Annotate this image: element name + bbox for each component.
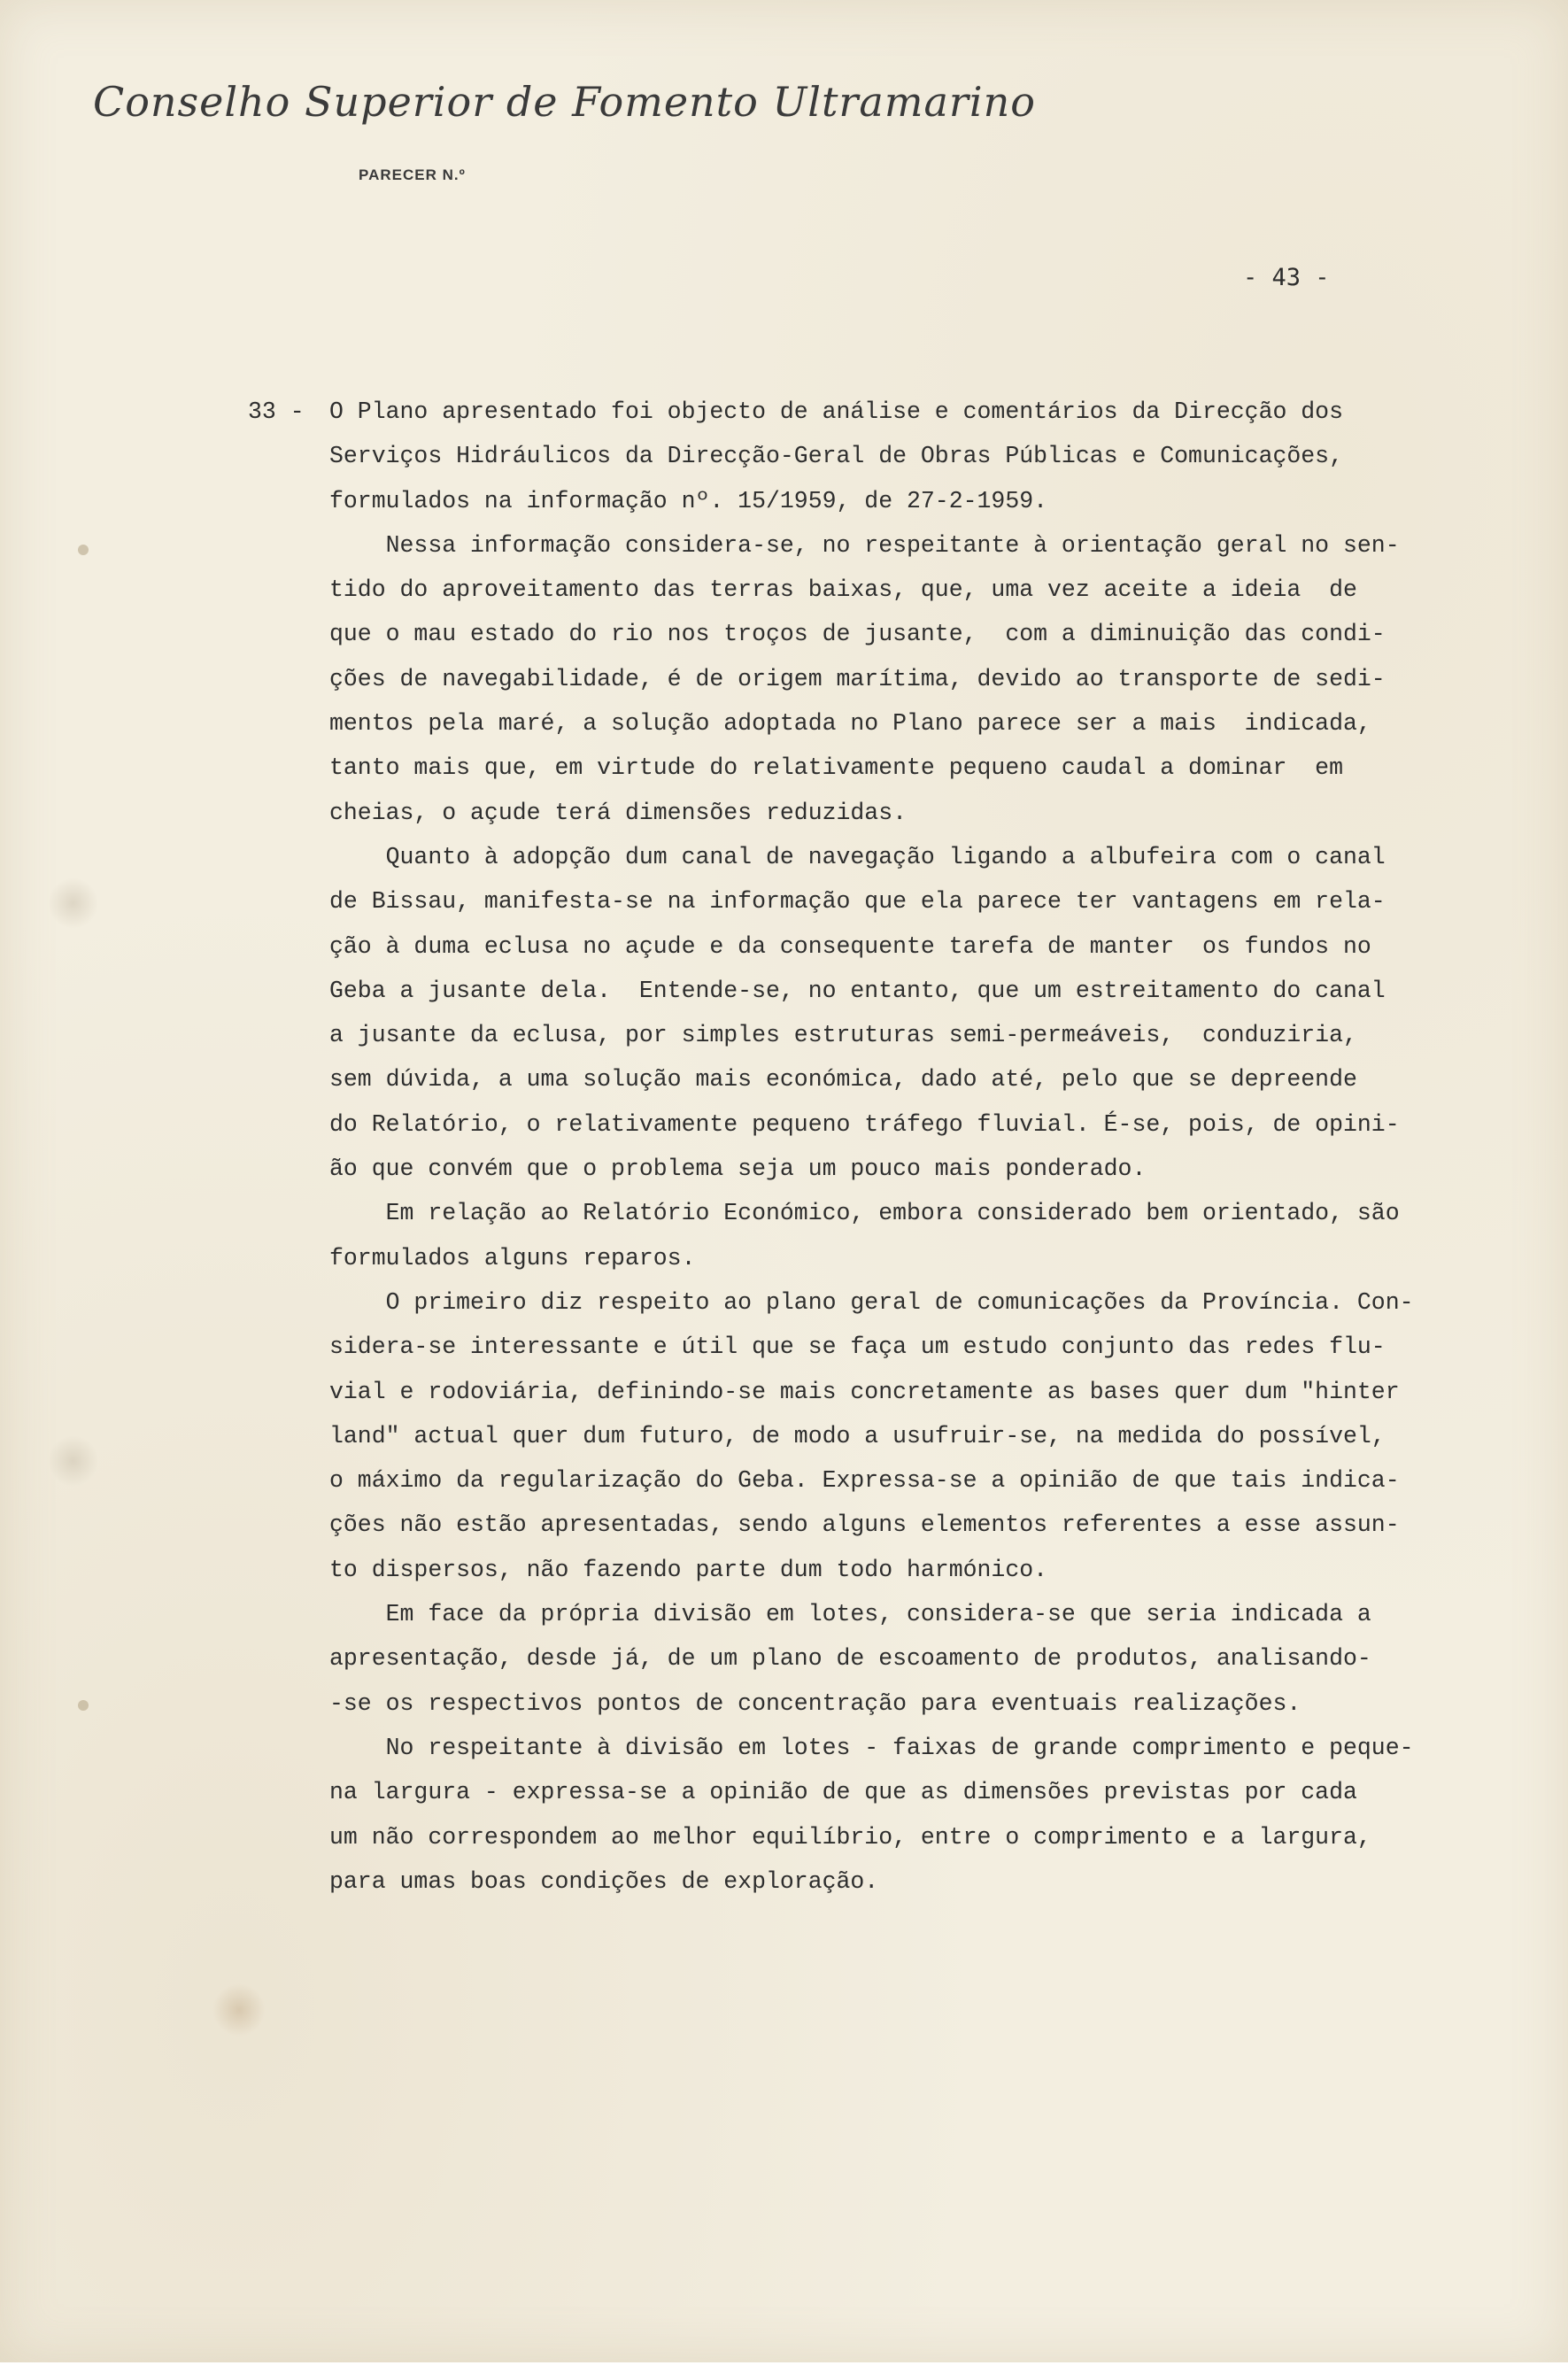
text-line: apresentação, desde já, de um plano de escoamento de produtos, analisando-	[329, 1645, 1371, 1673]
text-line: land" actual quer dum futuro, de modo a usufruir-se, na medida do possível,	[329, 1422, 1386, 1449]
text-line: tido do aproveitamento das terras baixas, que, uma vez aceite a ideia de	[329, 576, 1357, 604]
text-line: to dispersos, não fazendo parte dum todo harmónico.	[329, 1556, 1048, 1583]
text-line: Em face da própria divisão em lotes, considera-se que seria indicada a	[329, 1601, 1371, 1628]
punch-hole-mark	[78, 545, 89, 555]
text-line: o máximo da regularização do Geba. Expressa-se a opinião de que tais indica-	[329, 1467, 1400, 1495]
text-line: Quanto à adopção dum canal de navegação ligando a albufeira com o canal	[329, 843, 1386, 870]
paper-wear-mark	[49, 877, 97, 930]
text-line: sem dúvida, a uma solução mais económica, dado até, pelo que se depreende	[329, 1066, 1357, 1094]
text-line: mentos pela maré, a solução adoptada no Plano parece ser a mais indicada,	[329, 710, 1371, 738]
text-line: tanto mais que, em virtude do relativamente pequeno caudal a dominar em	[329, 754, 1343, 782]
text-line: ão que convém que o problema seja um pouco mais ponderado.	[329, 1156, 1147, 1183]
parecer-label: PARECER N.º	[359, 166, 466, 183]
text-line: para umas boas condições de exploração.	[329, 1867, 879, 1895]
text-line: O Plano apresentado foi objecto de análise e comentários da Direcção dos	[329, 398, 1343, 425]
text-line: cheias, o açude terá dimensões reduzidas.	[329, 799, 908, 826]
text-line: No respeitante à divisão em lotes - faixas de grande comprimento e peque-	[329, 1734, 1414, 1761]
letterhead-title: Conselho Superior de Fomento Ultramarino	[93, 78, 1036, 126]
text-line: que o mau estado do rio nos troços de jusante, com a diminuição das condi-	[329, 621, 1386, 648]
text-line: a jusante da eclusa, por simples estruturas semi-permeáveis, conduziria,	[329, 1022, 1357, 1049]
page-number: - 43 -	[1243, 264, 1330, 291]
text-line: Geba a jusante dela. Entende-se, no entanto, que um estreitamento do canal	[329, 977, 1386, 1004]
text-line: na largura - expressa-se a opinião de que as dimensões previstas por cada	[329, 1779, 1357, 1806]
text-line: ção à duma eclusa no açude e da consequente tarefa de manter os fundos no	[329, 932, 1371, 960]
text-line: Em relação ao Relatório Económico, embora considerado bem orientado, são	[329, 1200, 1400, 1227]
text-line: -se os respectivos pontos de concentração para eventuais realizações.	[329, 1689, 1302, 1717]
text-line: formulados alguns reparos.	[329, 1244, 696, 1272]
paper-stain	[212, 1983, 266, 2037]
section-number: 33 -	[248, 398, 305, 425]
paper-wear-mark	[49, 1434, 97, 1488]
punch-hole-mark	[78, 1700, 89, 1711]
text-line: sidera-se interessante e útil que se faça um estudo conjunto das redes flu-	[329, 1333, 1386, 1361]
text-line: Serviços Hidráulicos da Direcção-Geral de Obras Públicas e Comunicações,	[329, 443, 1343, 470]
text-line: do Relatório, o relativamente pequeno tráfego fluvial. É-se, pois, de opini-	[329, 1110, 1400, 1138]
text-line: ções não estão apresentadas, sendo alguns elementos referentes a esse assun-	[329, 1511, 1400, 1539]
text-line: formulados na informação nº. 15/1959, de 27-2-1959.	[329, 487, 1048, 514]
text-line: de Bissau, manifesta-se na informação que ela parece ter vantagens em rela-	[329, 888, 1386, 916]
text-line: Nessa informação considera-se, no respeitante à orientação geral no sen-	[329, 531, 1400, 559]
text-line: O primeiro diz respeito ao plano geral de comunicações da Província. Con-	[329, 1288, 1414, 1316]
text-line: um não correspondem ao melhor equilíbrio, entre o comprimento e a largura,	[329, 1823, 1371, 1851]
body-text	[329, 390, 1447, 1904]
text-line: ções de navegabilidade, é de origem marítima, devido ao transporte de sedi-	[329, 665, 1386, 692]
text-line: vial e rodoviária, definindo-se mais concretamente as bases quer dum "hinter	[329, 1378, 1400, 1405]
